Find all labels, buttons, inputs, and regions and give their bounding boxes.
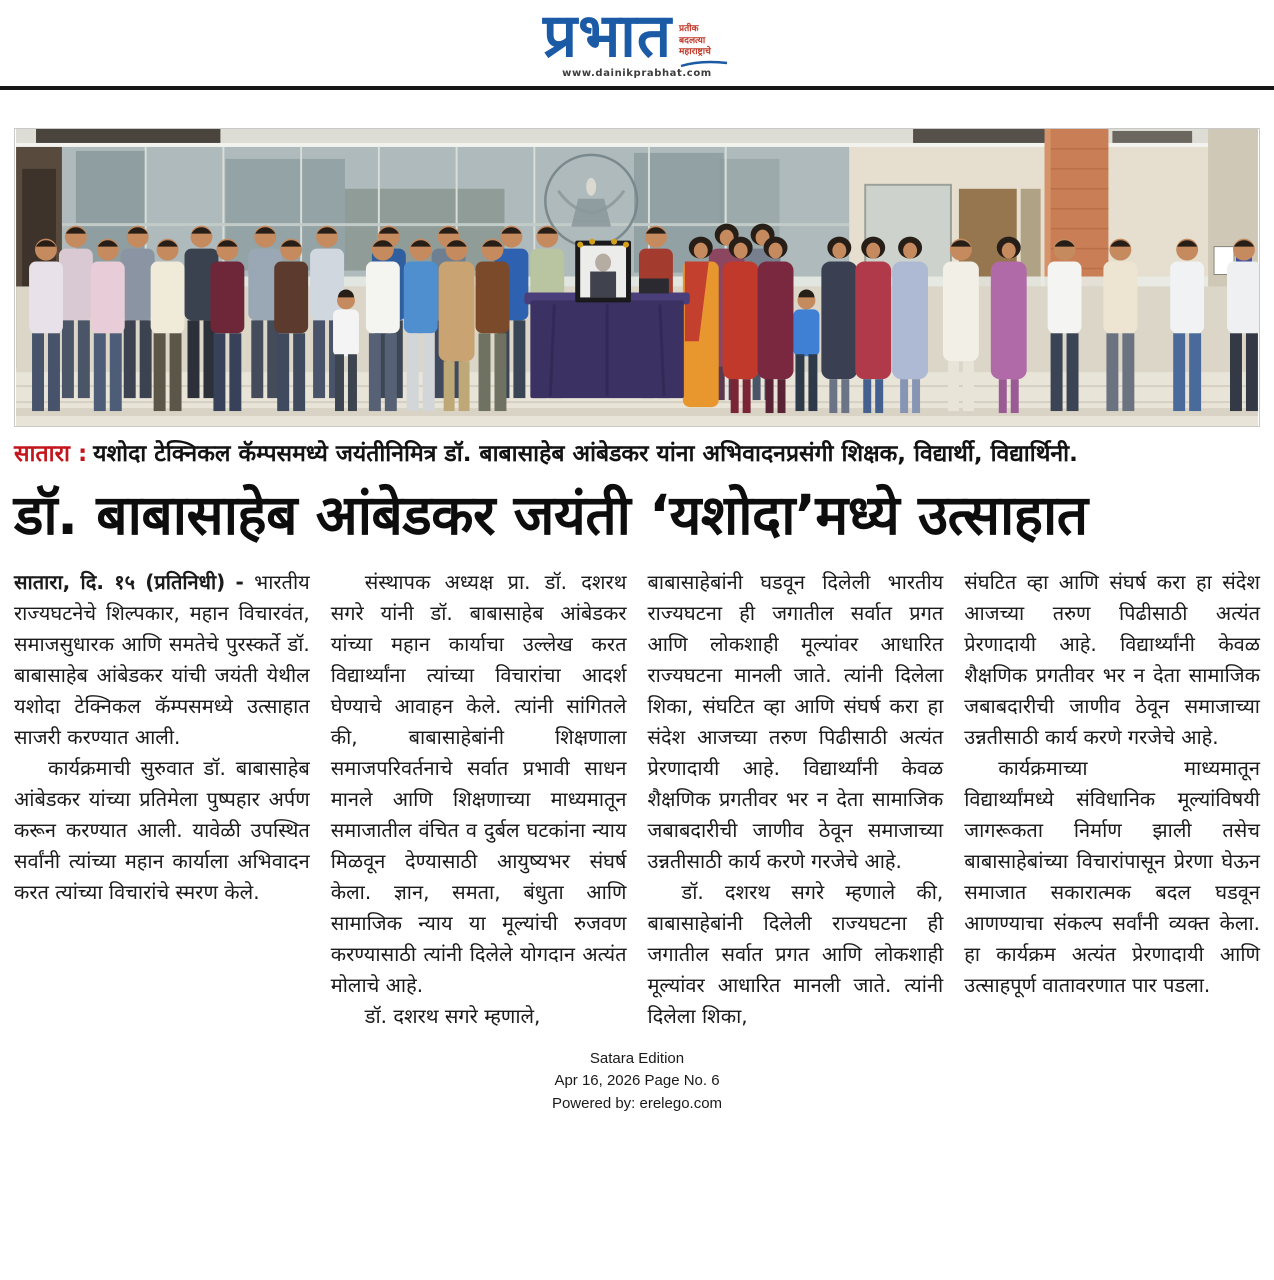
caption-location: सातारा : — [14, 441, 88, 468]
body-paragraph: डॉ. दशरथ सगरे म्हणाले की, बाबासाहेबांनी दिलेली राज्यघटना ही जगातील सर्वात प्रगत आणि लोकशाही मूल्यांवर आधारित मानली जाते. त्यांनी दिलेला शिका, — [647, 879, 944, 1028]
footer-powered-by: Powered by: erelego.com — [551, 1094, 723, 1112]
article-column — [331, 567, 627, 1032]
tagline-line: बदलत्या — [679, 35, 706, 46]
photo-caption — [14, 440, 1260, 469]
dateline: सातारा, दि. १५ (प्रतिनिधी) - — [14, 569, 255, 594]
article-column — [964, 567, 1260, 1032]
body-paragraph: संस्थापक अध्यक्ष प्रा. डॉ. दशरथ सगरे यांनी डॉ. बाबासाहेब आंबेडकर यांच्या महान कार्याचा उल्लेख करत विद्यार्थ्यांना त्यांच्या विचारांचा आदर्श घेण्याचे आवाहन केले. त्यांनी सांगितले की, बाबासाहेबांनी शिक्षणाला समाजपरिवर्तनाचे सर्वात प्रभावी साधन मानले आणि शिक्षणाच्या माध्यमातून समाजातील वंचित व दुर्बल घटकांना न्याय मिळवून देण्यासाठी आयुष्यभर संघर्ष केला. ज्ञान, समता, बंधुता आणि सामाजिक न्याय या मूल्यांची रुजवण करण्यासाठी त्यांनी दिलेले योगदान अत्यंत मोलाचे आहे. — [330, 569, 627, 997]
body-paragraph: सातारा, दि. १५ (प्रतिनिधी) - भारतीय राज्यघटनेचे शिल्पकार, महान विचारवंत, समाजसुधारक आणि समतेचे पुरस्कर्ते डॉ. बाबासाहेब आंबेडकर यांची जयंती येथील यशोदा टेक्निकल कॅम्पसमध्ये उत्साहात साजरी करण्यात आली. — [14, 569, 310, 749]
body-paragraph: डॉ. दशरथ सगरे म्हणाले, — [364, 1003, 541, 1028]
article-headline: डॉ. बाबासाहेब आंबेडकर जयंती ‘यशोदा’मध्ये उत्साहात — [14, 482, 1088, 547]
tagline-line: महाराष्ट्राचे — [679, 47, 711, 58]
website-url: www.dainikprabhat.com — [562, 68, 712, 80]
logo-tagline — [679, 8, 731, 68]
article-column — [648, 567, 944, 1032]
page-footer — [0, 1048, 1274, 1116]
article-column — [14, 567, 310, 1032]
body-paragraph: संघटित व्हा आणि संघर्ष करा हा संदेश आजच्या तरुण पिढीसाठी अत्यंत प्रेरणादायी आहे. विद्यार्थ्यांनी केवळ शैक्षणिक प्रगतीवर भर न देता सामाजिक जबाबदारीची जाणीव ठेवून समाजाच्या उन्नतीसाठी कार्य करणे गरजेचे आहे. — [964, 569, 1260, 749]
group-photo-illustration — [15, 129, 1259, 426]
body-paragraph: बाबासाहेबांनी घडवून दिलेली भारतीय राज्यघटना ही जगातील सर्वात प्रगत आणि लोकशाही मूल्यांवर आधारित राज्यघटना मानली जाते. त्यांनी दिलेला शिका, संघटित व्हा आणि संघर्ष करा हा संदेश आजच्या तरुण पिढीसाठी अत्यंत प्रेरणादायी आहे. विद्यार्थ्यांनी केवळ शैक्षणिक प्रगतीवर भर न देता सामाजिक जबाबदारीची जाणीव ठेवून समाजाच्या उन्नतीसाठी कार्य करणे गरजेचे आहे. — [647, 569, 944, 873]
article-columns — [14, 567, 1260, 1032]
body-paragraph: कार्यक्रमाच्या माध्यमातून विद्यार्थ्यांमध्ये संविधानिक मूल्यांविषयी जागरूकता निर्माण झाली तसेच बाबासाहेबांच्या विचारांपासून प्रेरणा घेऊन समाजात सकारात्मक बदल घडवून आणण्याचा संकल्प सर्वांनी व्यक्त केला. हा कार्यक्रम अत्यंत प्रेरणादायी आणि उत्साहपूर्ण वातावरणात पार पडला. — [964, 755, 1260, 997]
body-paragraph: कार्यक्रमाची सुरुवात डॉ. बाबासाहेब आंबेडकर यांच्या प्रतिमेला पुष्पहार अर्पण करून करण्यात आली. यावेळी उपस्थित सर्वांनी त्यांच्या महान कार्याला अभिवादन करत त्यांच्या विचारांचे स्मरण केले. — [14, 755, 310, 904]
news-photo — [14, 128, 1260, 427]
logo-swoosh-icon — [679, 60, 731, 68]
masthead-divider-rule — [0, 86, 1274, 90]
newspaper-logo: प्रभात — [542, 1, 673, 71]
tagline-line: प्रतीक — [679, 24, 699, 34]
caption-text: यशोदा टेक्निकल कॅम्पसमध्ये जयंतीनिमित्र डॉ. बाबासाहेब आंबेडकर यांना अभिवादनप्रसंगी शिक्षक, विद्यार्थी, विद्यार्थिनी. — [93, 441, 1078, 468]
footer-date-page: Apr 16, 2026 Page No. 6 — [554, 1072, 720, 1090]
masthead — [0, 0, 1274, 79]
footer-edition: Satara Edition — [589, 1049, 685, 1067]
